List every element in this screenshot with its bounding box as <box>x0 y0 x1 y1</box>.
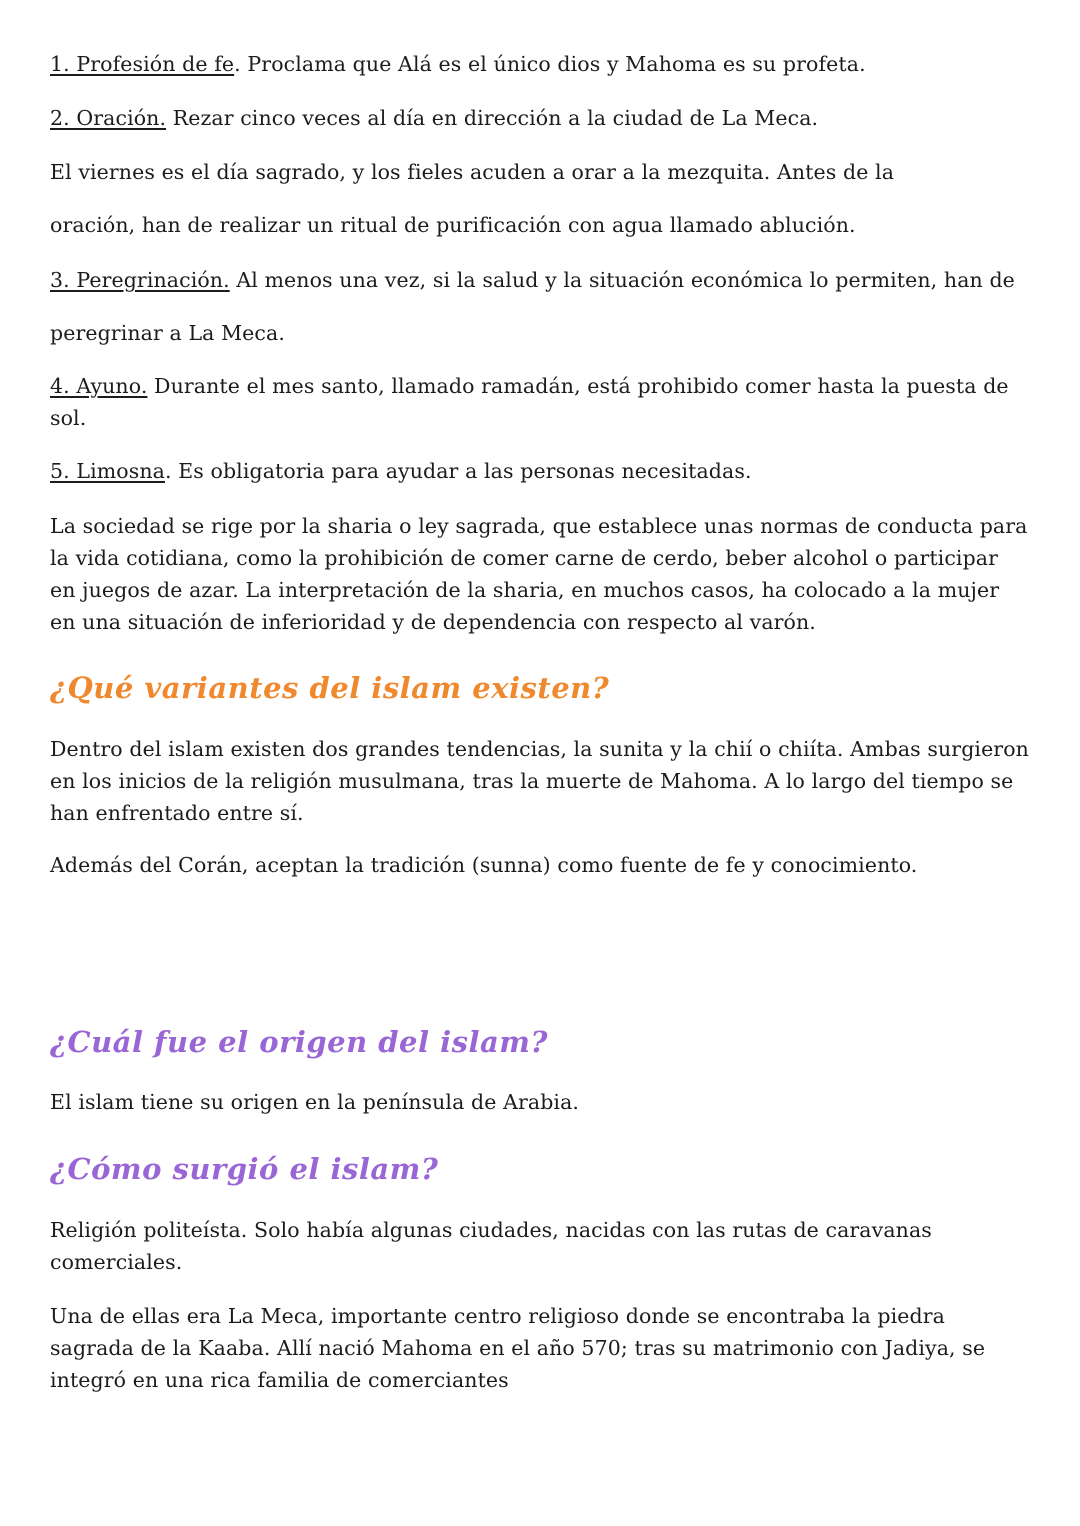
mecca-paragraph: Una de ellas era La Meca, importante centro religioso donde se encontraba la piedra sagrada de la Kaaba. Allí nació Mahoma en el año 570; tras su matrimonio con Jadiya, se integró en una rica familia de comerciantes <box>50 1304 986 1392</box>
pillar-pilgrimage-line-2: peregrinar a La Meca. <box>50 321 285 345</box>
sunna-paragraph: Además del Corán, aceptan la tradición (sunna) como fuente de fe y conocimiento. <box>50 853 918 877</box>
polytheism-paragraph: Religión politeísta. Solo había algunas ciudades, nacidas con las rutas de caravanas comerciales. <box>50 1218 932 1274</box>
pillar-text: . Proclama que Alá es el único dios y Mahoma es su profeta. <box>234 52 866 76</box>
pillar-label: 5. Limosna <box>50 459 165 483</box>
friday-paragraph-line-1: El viernes es el día sagrado, y los fieles acuden a orar a la mezquita. Antes de la <box>50 160 895 184</box>
variants-heading: ¿Qué variantes del islam existen? <box>50 671 610 705</box>
pillar-text: Rezar cinco veces al día en dirección a la ciudad de La Meca. <box>166 106 819 130</box>
pillar-text: Al menos una vez, si la salud y la situación económica lo permiten, han de <box>229 268 1015 292</box>
pillar-text: Durante el mes santo, llamado ramadán, está prohibido comer hasta la puesta de sol. <box>50 374 1009 430</box>
pillar-label: 4. Ayuno. <box>50 374 148 398</box>
pillar-label: 1. Profesión de fe <box>50 52 235 76</box>
emergence-heading: ¿Cómo surgió el islam? <box>50 1152 439 1186</box>
sharia-paragraph: La sociedad se rige por la sharia o ley sagrada, que establece unas normas de conducta para la vida cotidiana, como la prohibición de comer carne de cerdo, beber alcohol o participar en juegos de azar. La interpretación de la sharia, en muchos casos, ha colocado a la mujer en una situación de inferioridad y de dependencia con respecto al varón. <box>50 514 1028 634</box>
pillar-profession-of-faith <box>50 48 1030 80</box>
pillar-text: . Es obligatoria para ayudar a las personas necesitadas. <box>164 459 752 483</box>
pillar-almsgiving <box>50 455 1030 487</box>
pillar-label: 2. Oración. <box>50 106 167 130</box>
pillar-fasting <box>50 370 1030 434</box>
pillar-label: 3. Peregrinación. <box>50 268 230 292</box>
origin-paragraph: El islam tiene su origen en la península de Arabia. <box>50 1090 580 1114</box>
friday-paragraph-line-2: oración, han de realizar un ritual de purificación con agua llamado ablución. <box>50 213 856 237</box>
pillar-prayer <box>50 102 1030 134</box>
origin-heading: ¿Cuál fue el origen del islam? <box>50 1025 548 1059</box>
variants-paragraph: Dentro del islam existen dos grandes tendencias, la sunita y la chií o chiíta. Ambas surgieron en los inicios de la religión musulmana, tras la muerte de Mahoma. A lo largo del tiempo se han enfrentado entre sí. <box>50 737 1029 825</box>
pillar-pilgrimage <box>50 264 1030 296</box>
